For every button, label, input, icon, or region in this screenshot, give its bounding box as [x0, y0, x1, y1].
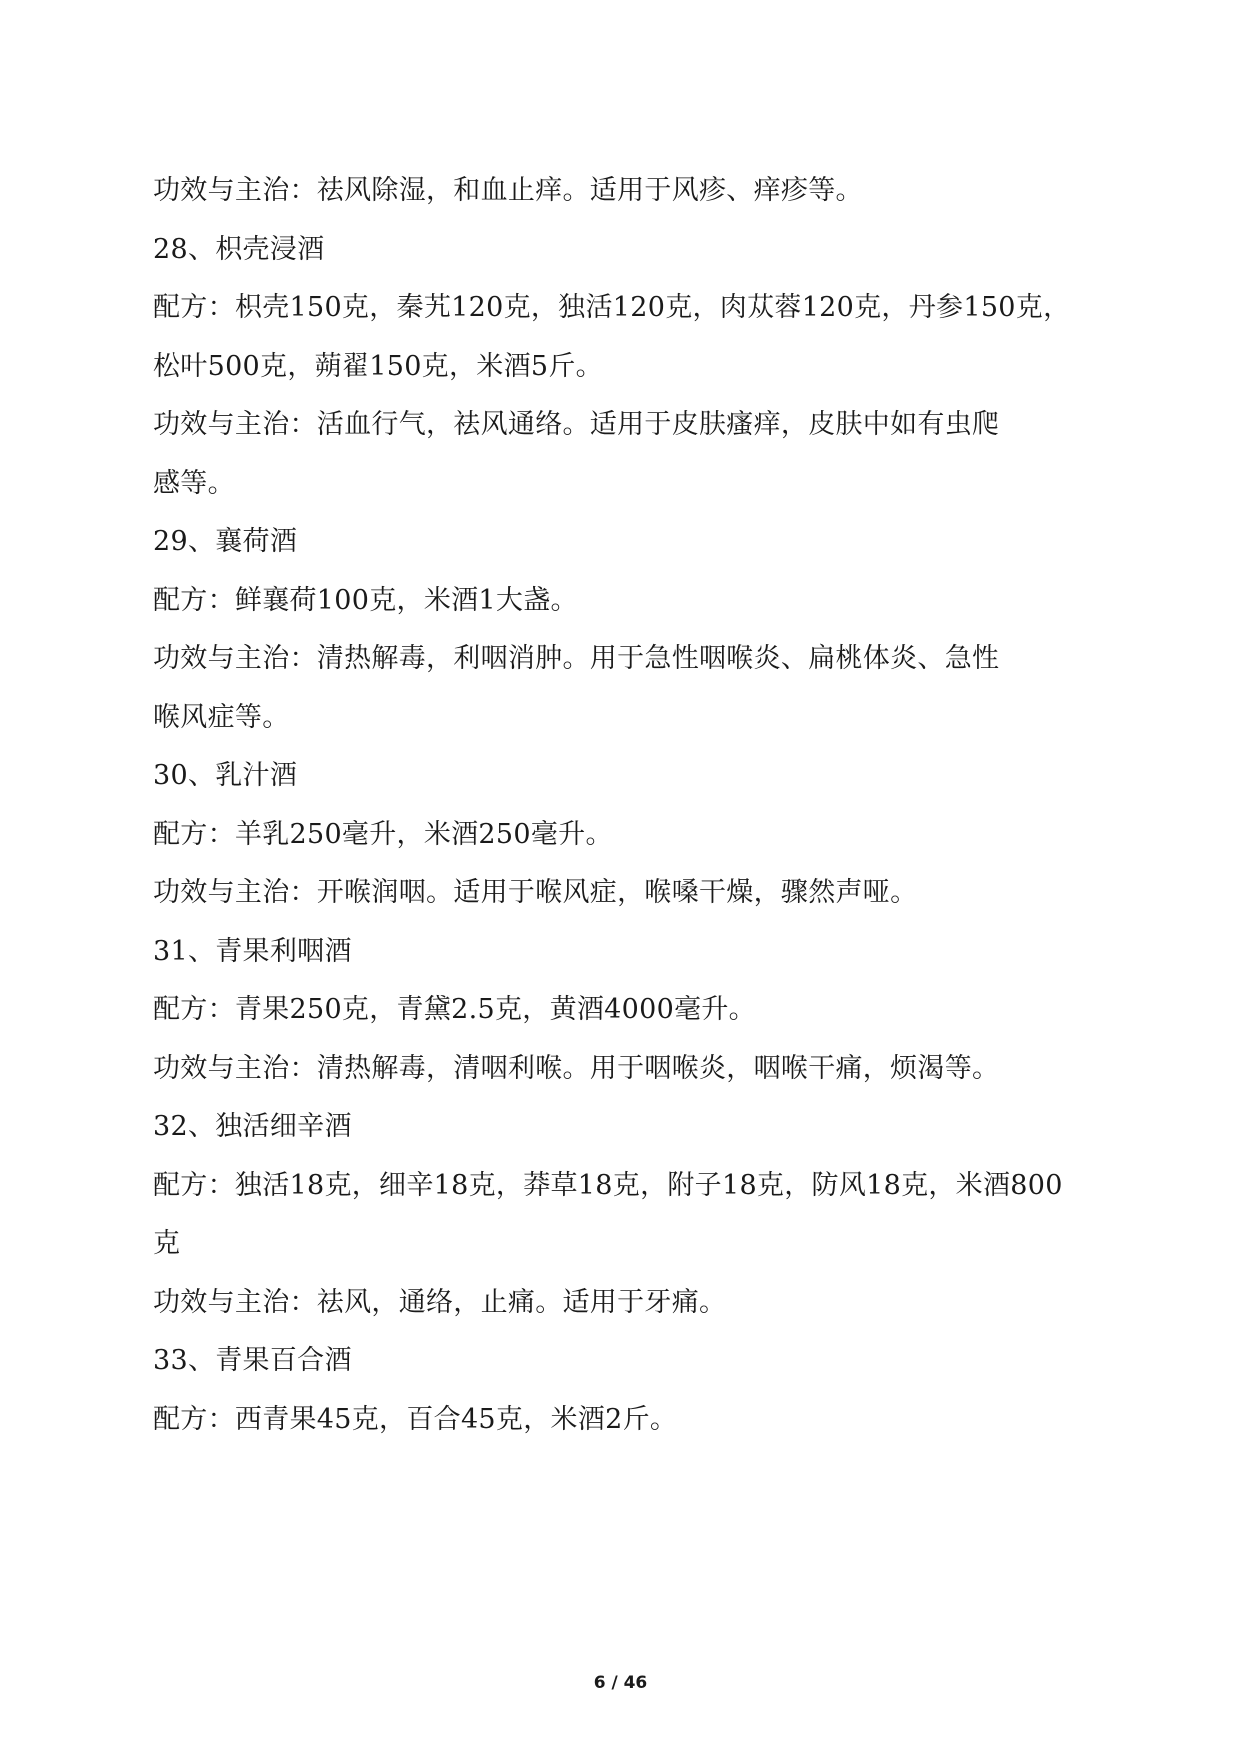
text-line: 功效与主治：活血行气，祛风通络。适用于皮肤瘙痒，皮肤中如有虫爬 [153, 409, 1000, 440]
page-number: 6 / 46 [593, 1673, 648, 1693]
text-line: 功效与主治：清热解毒，利咽消肿。用于急性咽喉炎、扁桃体炎、急性 [153, 643, 1000, 674]
text-line: 功效与主治：祛风，通络，止痛。适用于牙痛。 [153, 1286, 727, 1318]
text-line: 配方：枳壳150克，秦艽120克，独活120克，肉苁蓉120克，丹参150克， [153, 292, 1071, 323]
text-line: 功效与主治：祛风除湿，和血止痒。适用于风疹、痒疹等。 [153, 175, 863, 206]
recipe-heading: 31、青果利咽酒 [153, 935, 352, 967]
text-line: 配方：鲜襄荷100克，米酒1大盏。 [153, 584, 578, 616]
recipe-heading: 29、襄荷酒 [153, 526, 298, 557]
text-line: 喉风症等。 [153, 701, 290, 733]
text-line: 功效与主治：清热解毒，清咽利喉。用于咽喉炎，咽喉干痛，烦渴等。 [153, 1052, 1000, 1084]
recipe-heading: 32、独活细辛酒 [153, 1111, 352, 1142]
text-line: 克 [153, 1228, 181, 1259]
text-line: 配方：独活18克，细辛18克，莽草18克，附子18克，防风18克，米酒800 [153, 1169, 1063, 1201]
text-line: 功效与主治：开喉润咽。适用于喉风症，喉嗓干燥，骤然声哑。 [153, 877, 918, 908]
recipe-heading: 33、青果百合酒 [153, 1345, 352, 1376]
text-line: 配方：西青果45克，百合45克，米酒2斤。 [153, 1403, 678, 1435]
recipe-heading: 28、枳壳浸酒 [153, 233, 325, 265]
text-line: 感等。 [153, 467, 235, 499]
text-line: 配方：青果250克，青黛2.5克，黄酒4000毫升。 [153, 994, 756, 1025]
text-line: 松叶500克，蒴翟150克，米酒5斤。 [153, 350, 603, 382]
recipe-heading: 30、乳汁酒 [153, 760, 298, 791]
text-line: 配方：羊乳250毫升，米酒250毫升。 [153, 818, 613, 850]
document-body [153, 162, 1093, 1449]
